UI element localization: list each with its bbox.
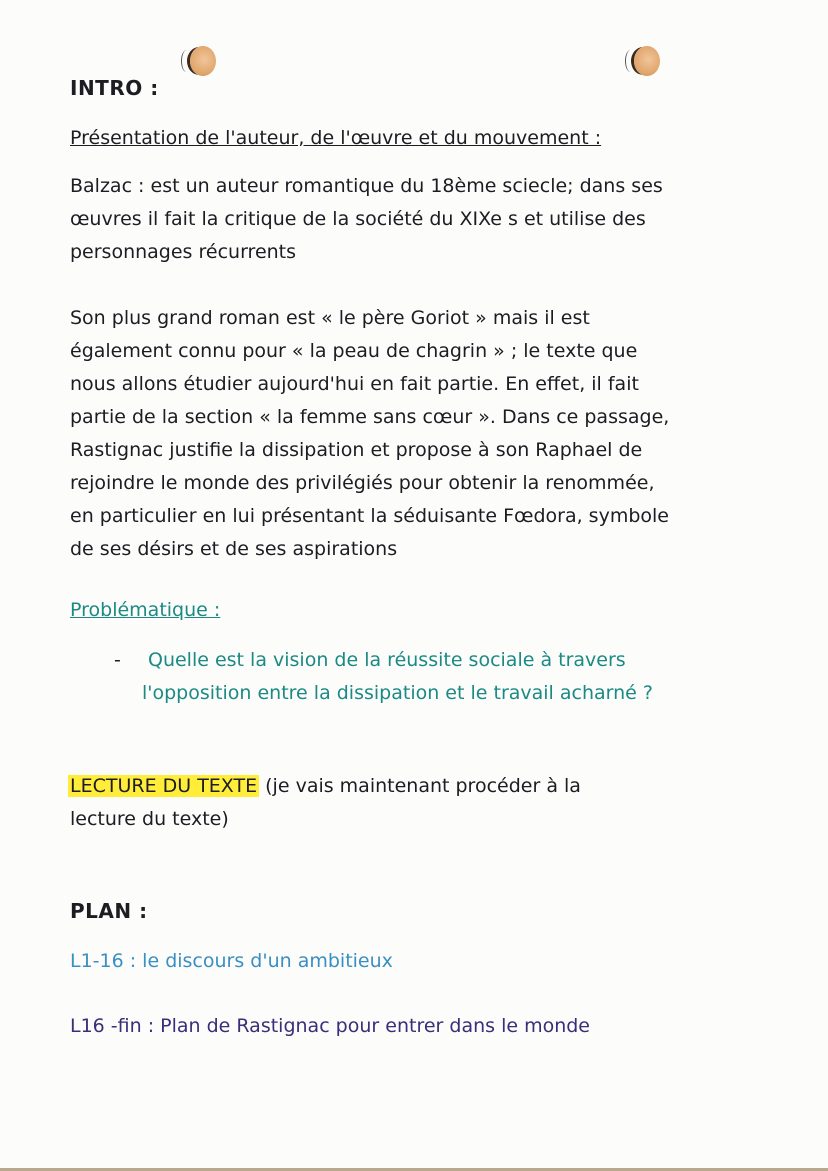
plan-heading: PLAN : xyxy=(70,899,148,923)
paragraph-line: Son plus grand roman est « le père Goriot » mais il est xyxy=(70,307,590,329)
paragraph-line: Balzac : est un auteur romantique du 18ème sciecle; dans ses xyxy=(70,175,663,197)
binder-hole-right xyxy=(634,46,660,76)
paragraph-author xyxy=(70,170,760,269)
bullet-dash: - xyxy=(114,649,121,671)
question-line: l'opposition entre la dissipation et le travail acharné ? xyxy=(142,682,653,704)
plan-item-2: L16 -fin : Plan de Rastignac pour entrer dans le monde xyxy=(70,1015,590,1037)
paragraph-line: partie de la section « la femme sans cœur ». Dans ce passage, xyxy=(70,406,670,428)
paragraph-line: nous allons étudier aujourd'hui en fait partie. En effet, il fait xyxy=(70,373,639,395)
paragraph-line: également connu pour « la peau de chagrin » ; le texte que xyxy=(70,340,638,362)
problematique-question xyxy=(142,644,653,710)
paragraph-line: rejoindre le monde des privilégiés pour obtenir la renommée, xyxy=(70,472,655,494)
plan-item-1: L1-16 : le discours d'un ambitieux xyxy=(70,950,393,972)
binder-hole-left xyxy=(190,46,216,76)
paragraph-line: œuvres il fait la critique de la société du XIXe s et utilise des xyxy=(70,208,646,230)
lecture-section xyxy=(70,770,581,836)
lecture-highlight: LECTURE DU TEXTE xyxy=(70,775,258,797)
problematique-heading: Problématique : xyxy=(70,599,221,621)
paragraph-line: en particulier en lui présentant la séduisante Fœdora, symbole xyxy=(70,505,669,527)
intro-heading: INTRO : xyxy=(70,76,159,100)
presentation-heading: Présentation de l'auteur, de l'œuvre et du mouvement : xyxy=(70,127,602,149)
paragraph-line: personnages récurrents xyxy=(70,241,297,263)
question-line: Quelle est la vision de la réussite sociale à travers xyxy=(148,649,626,671)
lecture-text-line2: lecture du texte) xyxy=(70,808,229,830)
lecture-text: (je vais maintenant procéder à la xyxy=(259,775,581,797)
paragraph-work xyxy=(70,302,669,566)
paragraph-line: de ses désirs et de ses aspirations xyxy=(70,538,398,560)
paragraph-line: Rastignac justifie la dissipation et propose à son Raphael de xyxy=(70,439,643,461)
